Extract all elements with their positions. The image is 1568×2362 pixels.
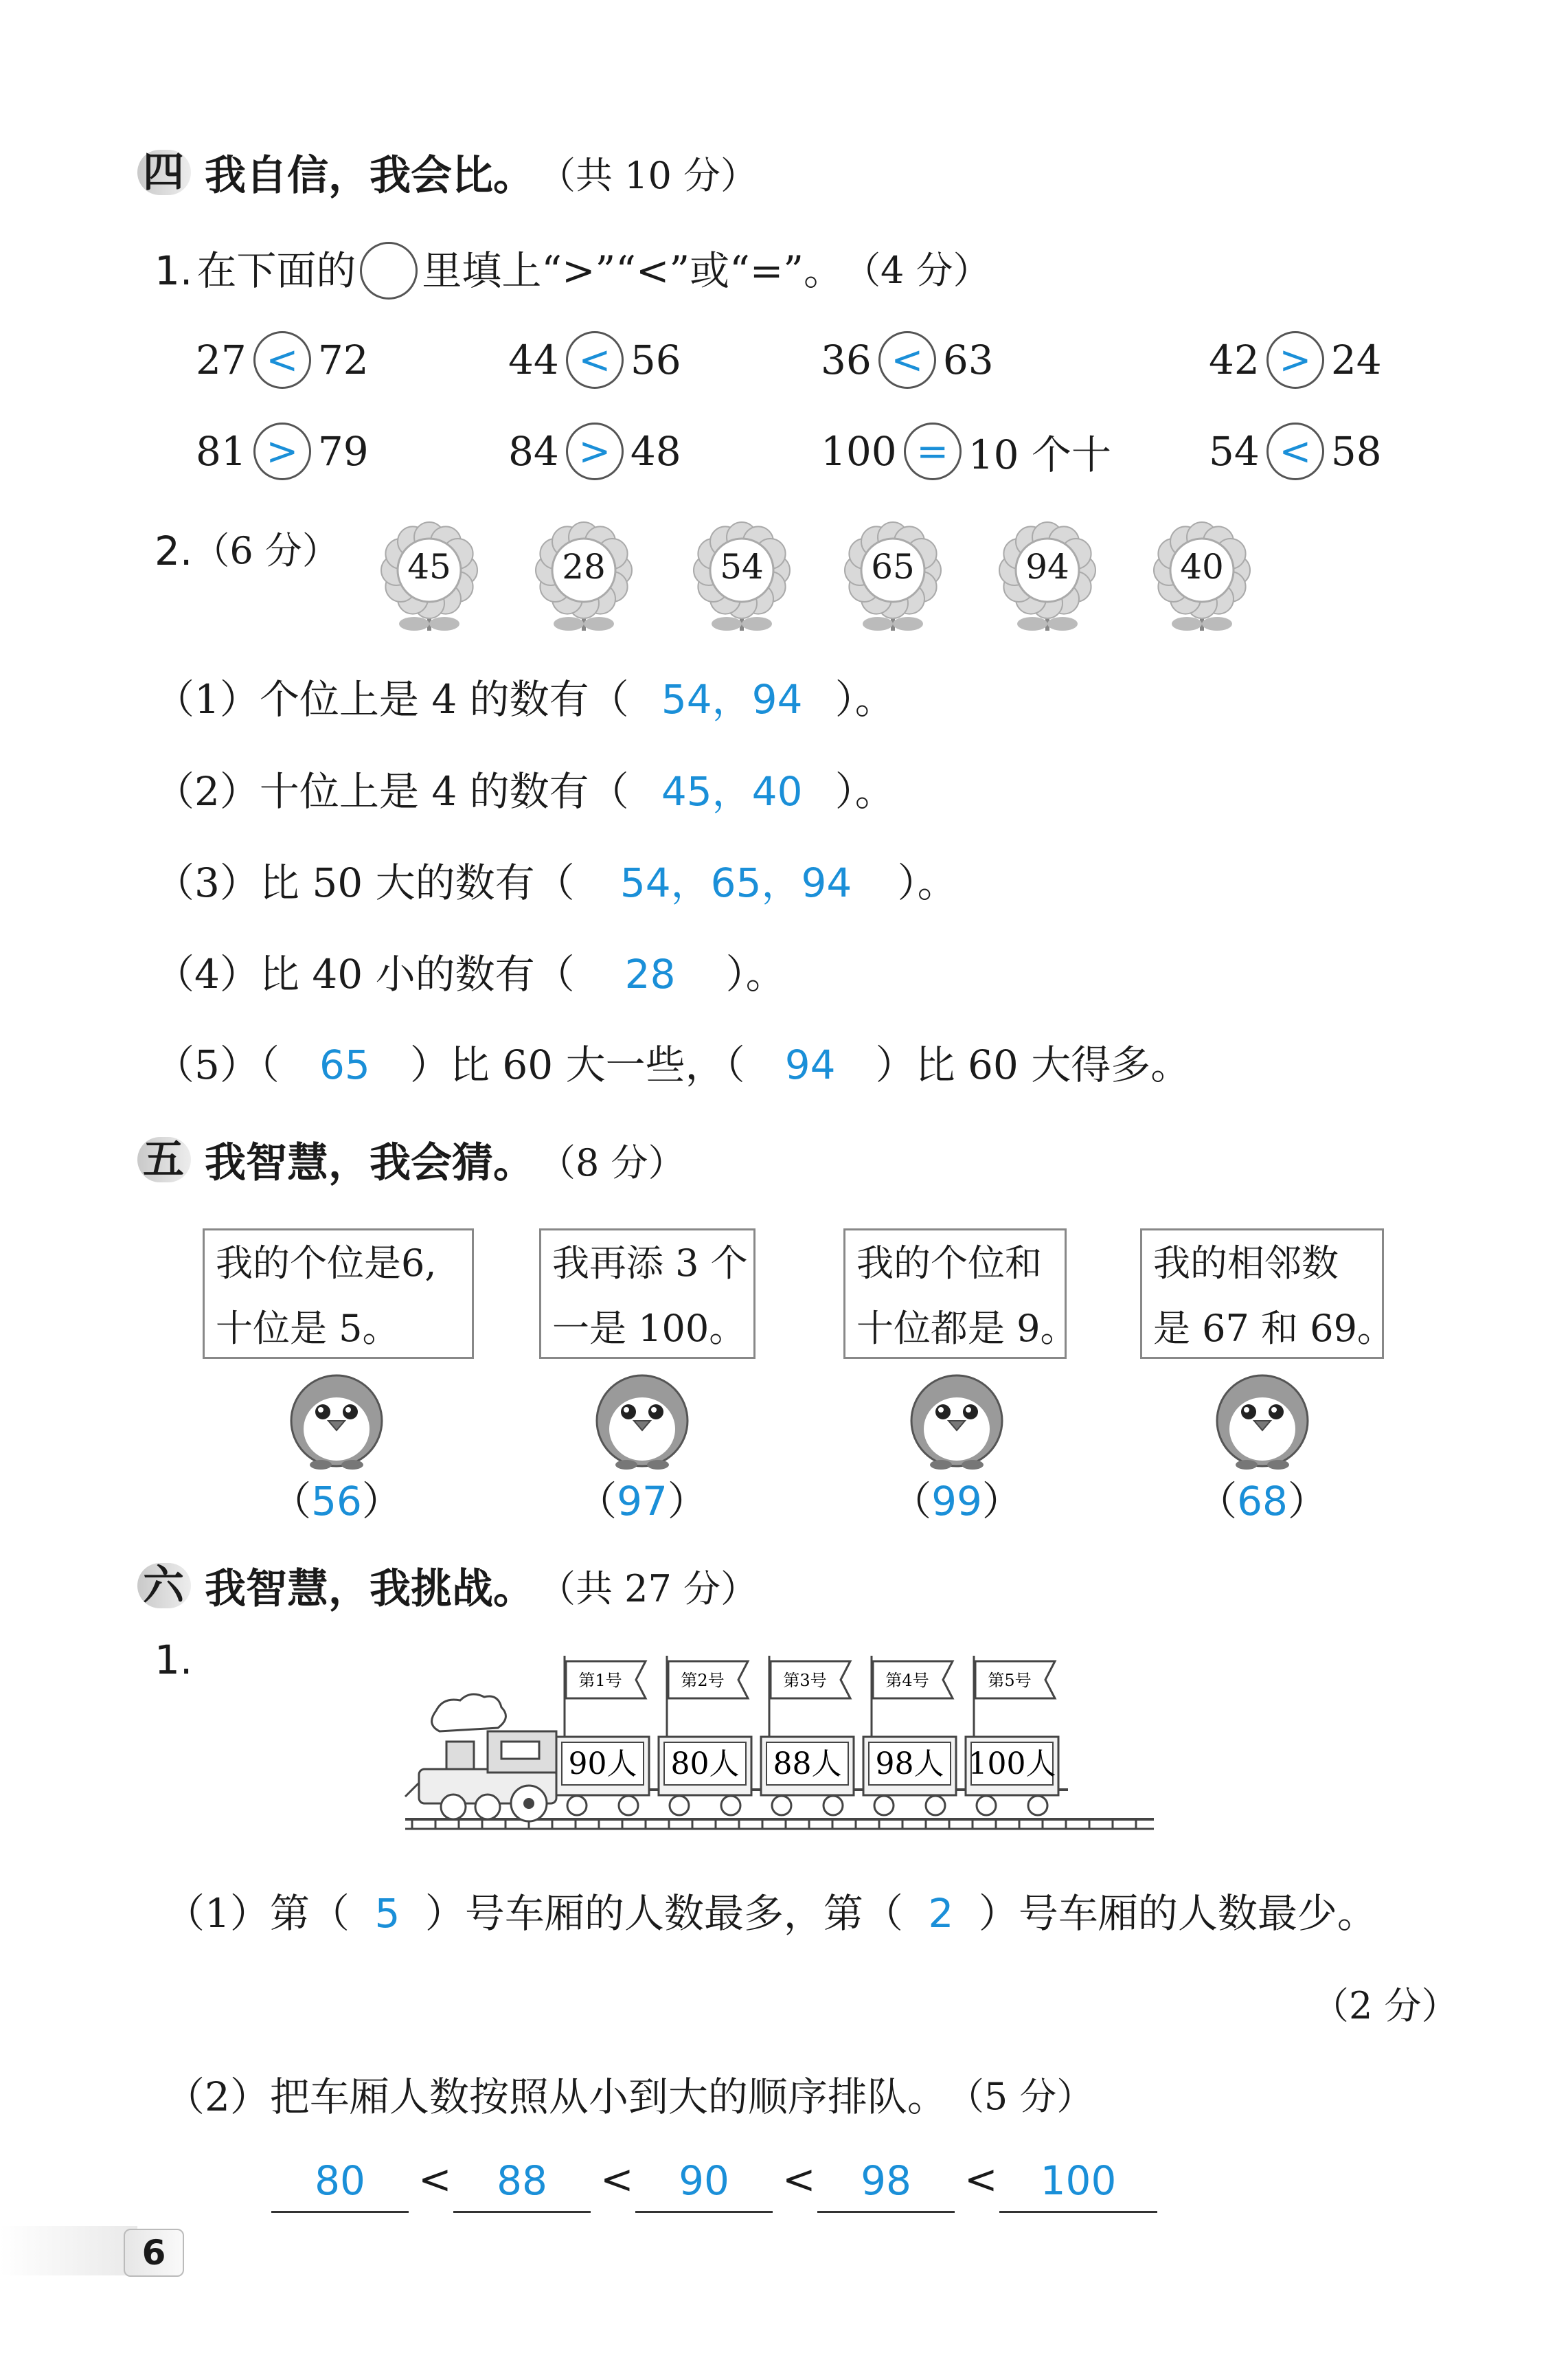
text: ）比 60 大一些，（ <box>409 1042 745 1088</box>
flower-number: 94 <box>1025 547 1069 587</box>
section-5-header <box>137 1130 685 1189</box>
riddle-line: 我再添 3 个 <box>552 1241 748 1285</box>
text: （2）十位上是 4 的数有（ <box>155 768 629 815</box>
paren: ） <box>361 1478 402 1525</box>
q2-subquestion <box>155 947 786 1002</box>
section-title: 我智慧，我会猜。 <box>205 1139 534 1187</box>
paren: （ <box>577 1478 617 1525</box>
order-slot[interactable] <box>999 2157 1157 2213</box>
train-illustration <box>398 1649 1161 1841</box>
less-than-sign: < <box>964 2156 998 2203</box>
right-number: 48 <box>630 428 681 475</box>
car-flag-label: 第4号 <box>885 1671 929 1690</box>
q2-subquestion <box>155 855 957 910</box>
comparison-sign: < <box>1279 429 1312 474</box>
section-score: （共 10 分） <box>538 153 758 197</box>
comparison-item <box>508 423 681 480</box>
paren: ） <box>667 1478 707 1525</box>
answer[interactable]: 54，94 <box>661 676 803 723</box>
riddle-answer <box>1197 1474 1328 1529</box>
less-than-sign: < <box>600 2156 634 2203</box>
comparison-item <box>196 331 369 389</box>
answer[interactable]: 68 <box>1237 1478 1288 1525</box>
prompt-text: 在下面的 <box>196 247 356 294</box>
left-number: 84 <box>508 428 559 475</box>
order-slot[interactable] <box>453 2157 591 2213</box>
flower-number: 45 <box>407 547 451 587</box>
comparison-item <box>196 423 369 480</box>
text: （4）比 40 小的数有（ <box>155 951 575 998</box>
text: （3）比 50 大的数有（ <box>155 859 575 906</box>
text: （1）第（ <box>165 1890 350 1937</box>
comparison-sign: < <box>891 337 924 383</box>
answer[interactable]: 5 <box>374 1890 400 1937</box>
q2-header <box>155 524 339 578</box>
answer-circle[interactable] <box>1266 423 1324 480</box>
train-car <box>659 1656 761 1815</box>
flower-number: 65 <box>871 547 915 587</box>
text: ）。 <box>725 951 786 998</box>
riddle-line: 一是 100。 <box>552 1307 747 1350</box>
text: ）号车厢的人数最多，第（ <box>424 1890 903 1937</box>
answer-circle[interactable] <box>566 331 624 389</box>
riddle-answer <box>271 1474 402 1529</box>
right-number: 63 <box>942 337 994 383</box>
paren: （ <box>271 1478 312 1525</box>
riddle-line: 我的相邻数 <box>1153 1241 1339 1285</box>
train-car <box>966 1656 1068 1815</box>
section-4-header <box>137 143 758 202</box>
riddle-box <box>539 1228 755 1359</box>
comparison-item <box>1209 423 1382 480</box>
riddle-line: 我的个位和 <box>856 1241 1042 1285</box>
question-score: （6 分） <box>192 529 339 572</box>
right-number: 56 <box>630 337 681 383</box>
answer[interactable]: 94 <box>784 1042 836 1088</box>
comparison-sign: < <box>266 337 299 383</box>
flower-icon <box>687 521 797 638</box>
right-number: 24 <box>1330 337 1382 383</box>
section-6-header <box>137 1556 758 1615</box>
flower-number: 40 <box>1180 547 1224 587</box>
question-number: 2. <box>155 528 193 574</box>
comparison-item <box>821 331 994 389</box>
answer-circle[interactable] <box>904 423 962 480</box>
locomotive-icon <box>405 1694 556 1821</box>
text: （1）个位上是 4 的数有（ <box>155 676 629 723</box>
left-number: 44 <box>508 337 559 383</box>
flower-icon <box>1147 521 1257 638</box>
question-score: （2 分） <box>1312 1984 1459 2027</box>
flower-icon <box>838 521 948 638</box>
car-flag-label: 第3号 <box>783 1671 827 1690</box>
car-people-count: 100人 <box>968 1746 1056 1781</box>
answer[interactable]: 45，40 <box>661 768 803 815</box>
section-score: （共 27 分） <box>538 1566 758 1610</box>
car-people-count: 88人 <box>773 1746 842 1781</box>
text: ）号车厢的人数最少。 <box>978 1890 1377 1937</box>
left-number: 54 <box>1209 428 1260 475</box>
text: ）。 <box>834 676 895 723</box>
q2-sub5 <box>155 1037 1190 1092</box>
answer-circle[interactable] <box>253 423 311 480</box>
car-people-count: 90人 <box>568 1746 637 1781</box>
text: ）。 <box>834 768 895 815</box>
comparison-item <box>508 331 681 389</box>
train-car <box>761 1656 863 1815</box>
riddle-line: 十位都是 9。 <box>856 1307 1078 1350</box>
s6-sub1 <box>165 1886 1377 1941</box>
left-number: 27 <box>196 337 247 383</box>
car-people-count: 80人 <box>670 1746 740 1781</box>
answer[interactable]: 99 <box>931 1478 982 1525</box>
text: ）。 <box>897 859 957 906</box>
car-flag-label: 第5号 <box>988 1671 1032 1690</box>
riddle-answer <box>577 1474 707 1529</box>
comparison-item <box>1209 331 1382 389</box>
answer[interactable]: 97 <box>617 1478 668 1525</box>
paren: ） <box>1287 1478 1328 1525</box>
car-flag-label: 第2号 <box>681 1671 725 1690</box>
answer-circle[interactable] <box>878 331 936 389</box>
section-score: （8 分） <box>538 1140 685 1184</box>
answer[interactable]: 65 <box>319 1042 370 1088</box>
right-number: 79 <box>317 428 369 475</box>
blank-circle-icon <box>360 242 418 300</box>
q2-subquestion <box>155 672 895 727</box>
left-number: 81 <box>196 428 247 475</box>
penguin-icon <box>1211 1367 1314 1470</box>
riddle-line: 是 67 和 69。 <box>1153 1307 1394 1350</box>
section-title: 我智慧，我挑战。 <box>205 1565 534 1613</box>
comparison-sign: > <box>266 429 299 474</box>
flower-icon <box>374 521 484 638</box>
s6-sub2 <box>165 2069 1093 2124</box>
comparison-sign: > <box>1279 337 1312 383</box>
car-people-count: 98人 <box>875 1746 944 1781</box>
answer-circle[interactable] <box>1266 331 1324 389</box>
right-number: 10 个十 <box>968 431 1111 478</box>
paren: ） <box>981 1478 1022 1525</box>
answer: 98 <box>861 2157 911 2204</box>
train-car <box>556 1656 659 1815</box>
text: （2）把车厢人数按照从小到大的顺序排队。 <box>165 2073 947 2120</box>
flower-icon <box>992 521 1102 638</box>
question-score: （5 分） <box>946 2075 1094 2118</box>
flower-icon <box>529 521 639 638</box>
train-car <box>863 1656 966 1815</box>
less-than-sign: < <box>782 2156 816 2203</box>
answer-circle[interactable] <box>566 423 624 480</box>
paren: （ <box>891 1478 932 1525</box>
answer: 90 <box>679 2157 729 2204</box>
q1-prompt <box>155 242 990 300</box>
penguin-icon <box>905 1367 1008 1470</box>
section-badge: 五 <box>137 1134 195 1185</box>
question-number: 1. <box>155 247 193 294</box>
comparison-sign: < <box>578 337 611 383</box>
order-slot[interactable] <box>817 2157 955 2213</box>
section-badge: 四 <box>137 147 195 198</box>
comparison-item <box>821 423 1111 480</box>
answer: 80 <box>315 2157 365 2204</box>
order-slot[interactable] <box>271 2157 409 2213</box>
penguin-icon <box>591 1367 694 1470</box>
page-tab <box>0 2226 137 2275</box>
answer: 100 <box>1040 2157 1117 2204</box>
order-slot[interactable] <box>635 2157 773 2213</box>
section-badge: 六 <box>137 1560 195 1611</box>
right-number: 72 <box>317 337 369 383</box>
car-flag-label: 第1号 <box>578 1671 622 1690</box>
paren: （ <box>1197 1478 1238 1525</box>
answer[interactable]: 54，65，94 <box>620 859 852 906</box>
riddle-line: 我的个位是6, <box>216 1241 437 1285</box>
left-number: 42 <box>1209 337 1260 383</box>
flower-number: 54 <box>720 547 764 587</box>
question-number: 1. <box>155 1636 193 1683</box>
riddle-box <box>1140 1228 1394 1359</box>
page-number: 6 <box>124 2229 184 2277</box>
riddle-box <box>203 1228 474 1359</box>
prompt-text: 里填上“>”“<”或“=”。 <box>422 247 844 294</box>
flower-number: 28 <box>562 547 606 587</box>
answer[interactable]: 2 <box>928 1890 954 1937</box>
right-number: 58 <box>1330 428 1382 475</box>
q2-subquestion <box>155 764 895 819</box>
text: ）比 60 大得多。 <box>875 1042 1191 1088</box>
riddle-answer <box>891 1474 1022 1529</box>
answer: 88 <box>497 2157 547 2204</box>
left-number: 36 <box>821 337 872 383</box>
answer-circle[interactable] <box>253 331 311 389</box>
answer[interactable]: 28 <box>624 951 676 998</box>
riddle-box <box>843 1228 1078 1359</box>
penguin-icon <box>285 1367 388 1470</box>
comparison-sign: > <box>578 429 611 474</box>
text: （5）（ <box>155 1042 280 1088</box>
comparison-sign: = <box>916 429 949 474</box>
answer[interactable]: 56 <box>311 1478 362 1525</box>
left-number: 100 <box>821 428 897 475</box>
less-than-sign: < <box>418 2156 452 2203</box>
question-score: （4 分） <box>843 249 990 292</box>
riddle-line: 十位是 5。 <box>216 1307 400 1350</box>
section-title: 我自信，我会比。 <box>205 152 534 200</box>
